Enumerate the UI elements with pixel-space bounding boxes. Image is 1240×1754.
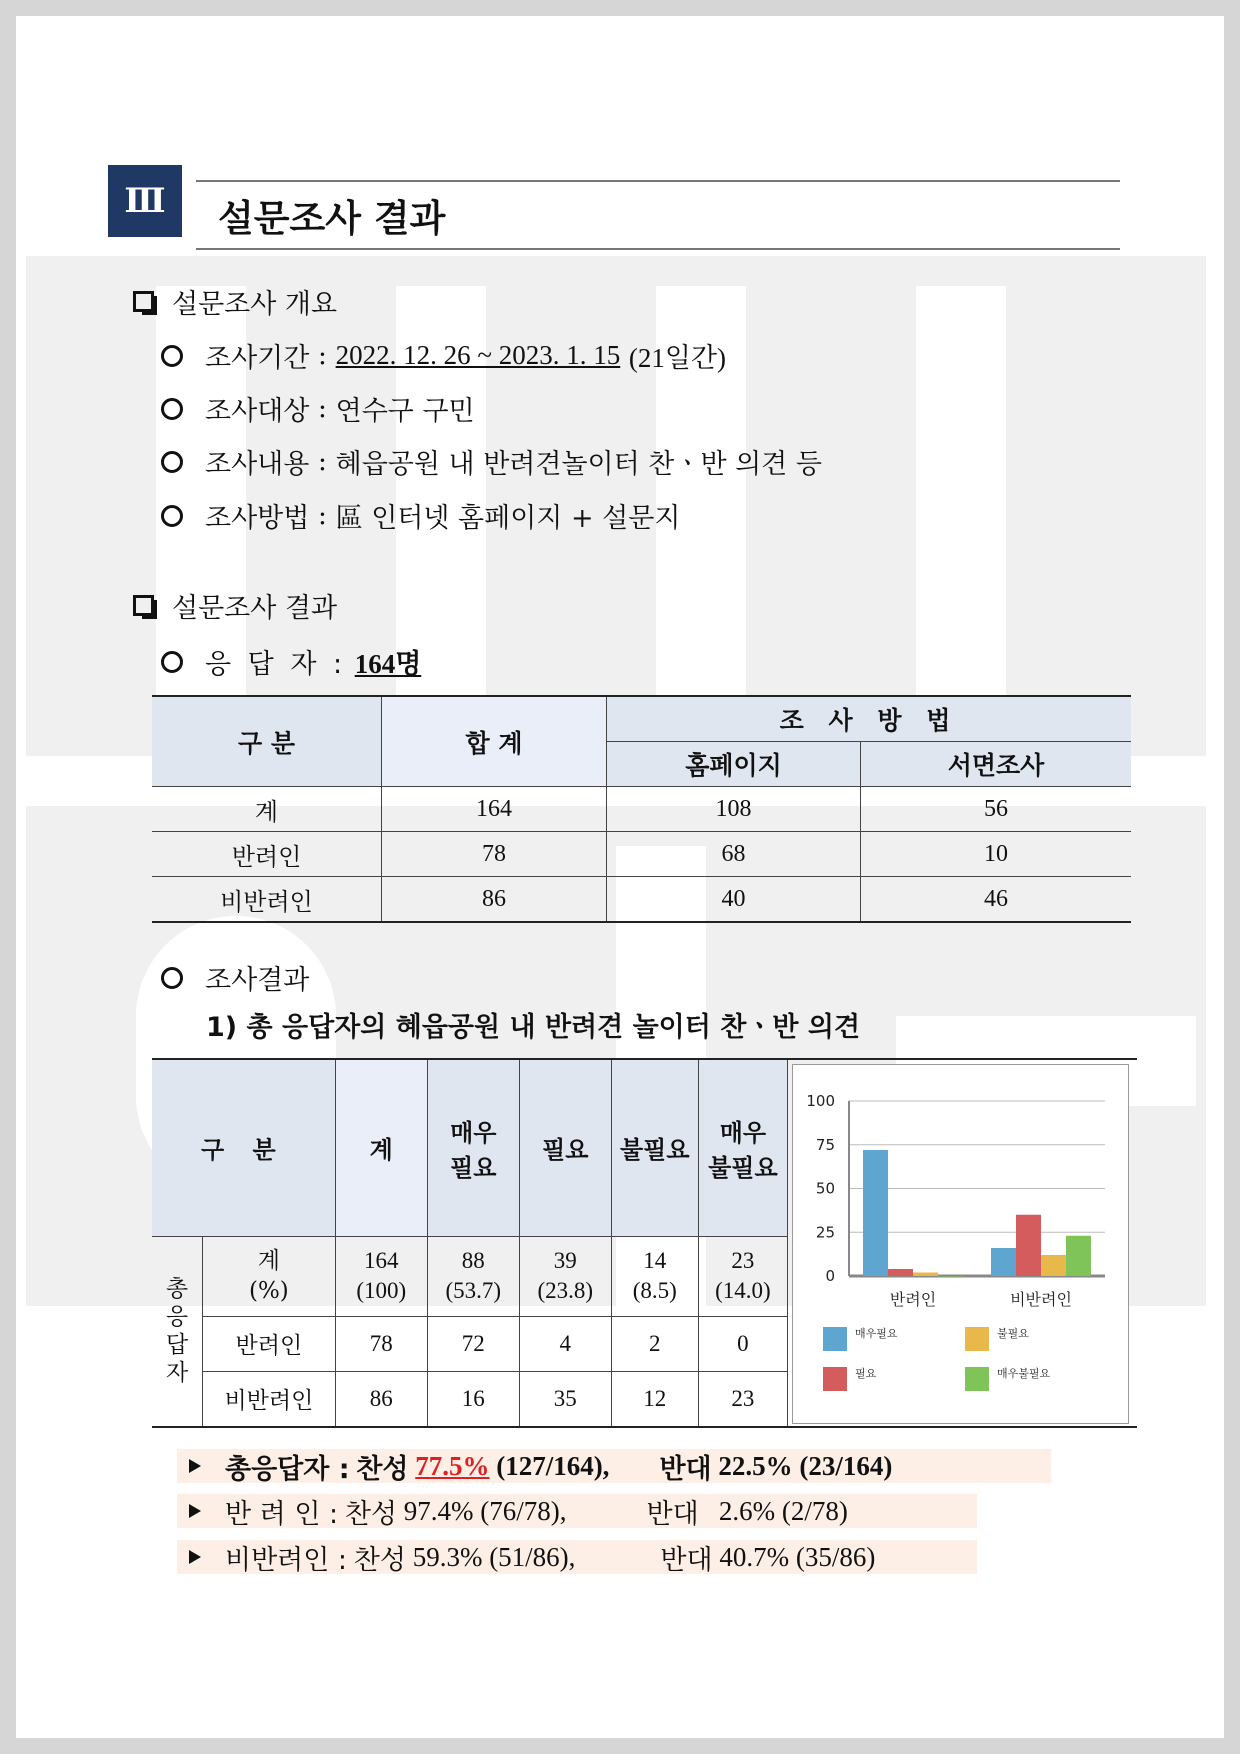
cell-home: 68 [607,832,861,877]
th-group [152,1060,335,1236]
legend-swatch [823,1327,847,1351]
legend-label: 필요 [855,1367,877,1380]
header-rule-top [196,180,1120,182]
summary-total [177,1449,892,1483]
results-heading-text: 설문조사 결과 [172,593,338,624]
cell-very-need: 72 [427,1316,519,1371]
cell-total: 86 [335,1371,427,1426]
respondents-table [152,695,1131,923]
table-row [152,1236,788,1316]
y-tick-label: 75 [815,1135,835,1154]
y-tick-label: 0 [825,1267,835,1285]
cell-name: 계 (%) [203,1236,336,1316]
respondents-value: 164명 [354,649,422,679]
item-sep: : [317,500,328,531]
opinion-chart [792,1064,1129,1424]
circle-bullet-icon [161,345,183,367]
summary-pro-frac: (127/164), [496,1450,610,1481]
target-value: 연수구 구민 [335,396,475,427]
table-row [152,1316,788,1371]
legend-label: 불필요 [997,1327,1029,1340]
th-text: 매우 불필요 [708,1118,778,1182]
side-label: 총 응 답 자 [152,1236,203,1426]
cell-need: 4 [519,1316,611,1371]
survey-result-text: 조사결과 [205,965,310,996]
bar [913,1273,938,1277]
th-very-no-need [698,1060,787,1236]
th-group-text: 구 분 [237,728,295,758]
section-number: Ⅲ [124,181,166,221]
overview-item-period [161,336,726,375]
triangle-bullet-icon [189,1459,201,1473]
bar [938,1276,963,1277]
bar [888,1269,913,1276]
th-group [152,696,382,787]
summary-pro-frac: (76/78), [480,1495,567,1526]
cell-no-need: 14 (8.5) [611,1236,698,1316]
checkbox-bullet-icon [133,595,154,616]
legend-swatch [965,1367,989,1391]
item-label: 조사대상 [205,396,310,427]
cell-paper: 10 [861,832,1132,877]
summary-con-word: 반대 [646,1498,699,1530]
item-label: 조사방법 [205,503,310,534]
bar [1041,1255,1066,1276]
summary-pro-pct: 59.3% [412,1541,483,1572]
summary-pro-pct: 97.4% [403,1495,474,1526]
th-paper [861,742,1132,787]
legend-label: 매우필요 [855,1327,898,1340]
legend-swatch [965,1327,989,1351]
legend-label: 매우불필요 [997,1367,1051,1380]
period-days: (21일간) [628,343,726,373]
overview-item-method [161,496,680,535]
bar [1016,1215,1041,1276]
cell-total: 86 [382,877,607,923]
th-method [607,696,1132,742]
summary-pro-word: 찬성 [356,1453,409,1485]
th-total [335,1060,427,1236]
summary-label: 총응답자 : [225,1453,350,1485]
period-value: 2022. 12. 26 ~ 2023. 1. 15 [335,340,621,370]
bar-chart-svg [793,1065,1128,1423]
item-sep: : [317,393,328,424]
cell-name: 비반려인 [152,877,382,923]
th-no-need [611,1060,698,1236]
y-tick-label: 25 [815,1223,835,1242]
triangle-bullet-icon [189,1504,201,1518]
y-tick-label: 50 [815,1179,835,1198]
overview-heading [133,282,337,321]
th-paper-text: 서면조사 [947,751,1045,780]
summary-non-owners [177,1540,875,1574]
th-total-text: 합 계 [465,728,523,758]
summary-owners [177,1494,848,1528]
item-label: 조사내용 [205,449,310,480]
table-row [152,877,1131,923]
table-row [152,1371,788,1426]
cell-very-no-need: 0 [698,1316,787,1371]
summary-con: 22.5% (23/164) [718,1450,893,1481]
header-rule-bottom [196,248,1120,250]
cell-name: 반려인 [152,832,382,877]
cell-very-no-need: 23 [698,1371,787,1426]
circle-bullet-icon [161,451,183,473]
summary-con: 2.6% (2/78) [718,1495,848,1526]
th-very-need [427,1060,519,1236]
bar [991,1248,1016,1276]
respondents-line [161,642,421,681]
cell-very-no-need: 23 (14.0) [698,1236,787,1316]
cell-name: 계 [152,787,382,832]
summary-pro-word: 찬성 [344,1498,398,1530]
th-home-text: 홈페이지 [685,751,782,780]
summary-pro-pct: 77.5% [415,1450,490,1481]
cell-need: 35 [519,1371,611,1426]
th-text: 불필요 [619,1136,690,1165]
th-need [519,1060,611,1236]
cell-total: 164 [382,787,607,832]
x-tick-label: 비반려인 [1010,1290,1072,1309]
item-sep: : [317,340,328,371]
x-tick-label: 반려인 [889,1290,937,1309]
th-method-text: 조 사 방 법 [779,706,959,735]
th-total [382,696,607,787]
respondents-label: 응 답 자 : [205,649,347,680]
question-title: 1) 총 응답자의 혜읍공원 내 반려견 놀이터 찬ㆍ반 의견 [206,1012,861,1043]
cell-name: 반려인 [203,1316,336,1371]
cell-total: 78 [382,832,607,877]
cell-total: 164 (100) [335,1236,427,1316]
summary-label: 비반려인 : [225,1544,348,1576]
circle-bullet-icon [161,505,183,527]
cell-paper: 46 [861,877,1132,923]
cell-name: 비반려인 [203,1371,336,1426]
content-value: 혜읍공원 내 반려견놀이터 찬ㆍ반 의견 등 [335,449,822,480]
y-tick-label: 100 [806,1092,835,1110]
page-title: 설문조사 결과 [218,197,446,240]
legend-swatch [823,1367,847,1391]
circle-bullet-icon [161,398,183,420]
survey-result-label [161,958,309,997]
summary-label: 반 려 인 : [225,1498,339,1530]
cell-no-need: 2 [611,1316,698,1371]
circle-bullet-icon [161,967,183,989]
method-value: 區 인터넷 홈페이지 + 설문지 [335,503,681,534]
bar [863,1150,888,1276]
cell-paper: 56 [861,787,1132,832]
bar [1066,1236,1091,1276]
cell-very-need: 16 [427,1371,519,1426]
summary-pro-frac: (51/86), [489,1541,576,1572]
circle-bullet-icon [161,651,183,673]
table-row [152,787,1131,832]
th-text: 계 [369,1136,393,1165]
overview-item-content [161,442,822,481]
summary-con-word: 반대 [660,1544,713,1576]
th-text: 매우 필요 [450,1118,497,1182]
summary-con: 40.7% (35/86) [719,1541,876,1572]
cell-need: 39 (23.8) [519,1236,611,1316]
cell-no-need: 12 [611,1371,698,1426]
cell-home: 40 [607,877,861,923]
th-text: 필요 [542,1136,589,1165]
triangle-bullet-icon [189,1550,201,1564]
cell-total: 78 [335,1316,427,1371]
th-text: 구 분 [201,1136,286,1165]
opinion-table [152,1060,788,1427]
cell-home: 108 [607,787,861,832]
item-label: 조사기간 [205,343,310,374]
results-heading [133,586,337,625]
item-sep: : [317,446,328,477]
section-number-badge [108,165,182,237]
summary-con-word: 반대 [659,1453,712,1485]
th-home [607,742,861,787]
cell-very-need: 88 (53.7) [427,1236,519,1316]
table-row [152,832,1131,877]
summary-pro-word: 찬성 [353,1544,406,1576]
checkbox-bullet-icon [133,291,154,312]
overview-item-target [161,389,475,428]
overview-heading-text: 설문조사 개요 [172,289,338,320]
